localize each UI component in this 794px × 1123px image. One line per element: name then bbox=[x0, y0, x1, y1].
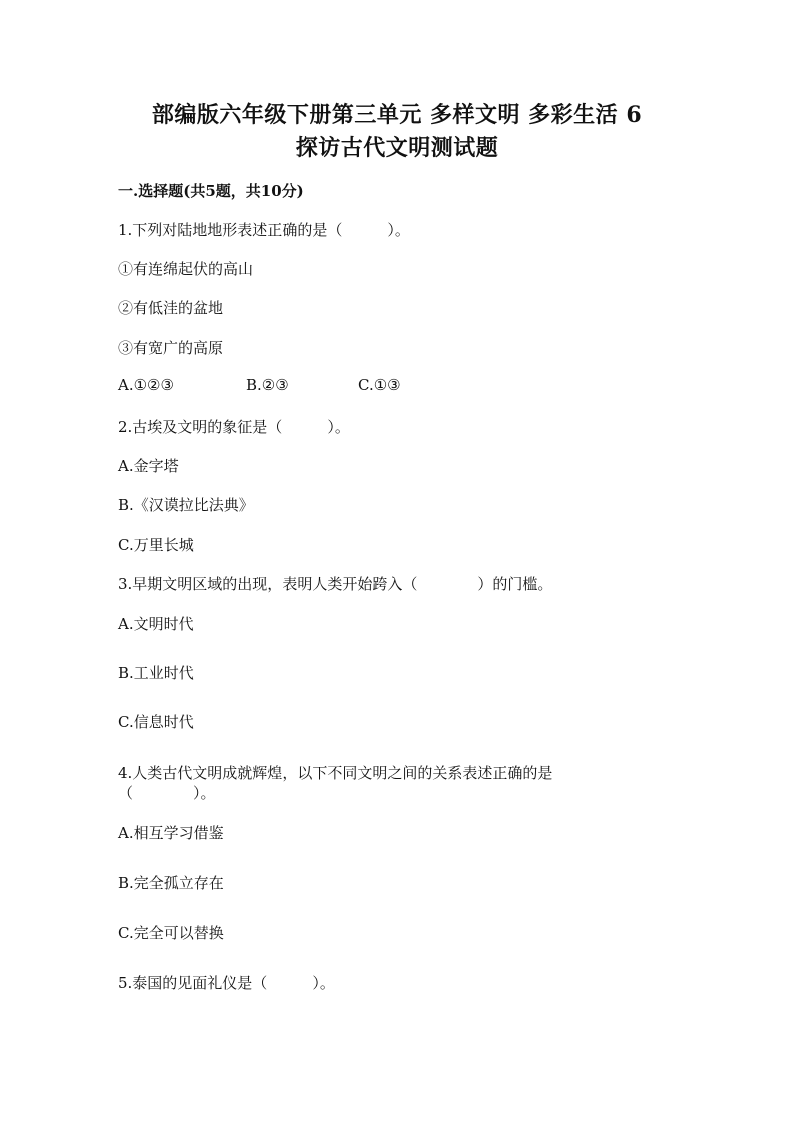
question-3-option-a[interactable]: A.文明时代 bbox=[118, 615, 194, 633]
question-2-option-a[interactable]: A.金字塔 bbox=[118, 457, 179, 475]
question-1-option-b[interactable]: B.②③ bbox=[246, 376, 289, 394]
page-title-line-2: 探访古代文明测试题 bbox=[295, 135, 499, 161]
question-4-stem: 4.人类古代文明成就辉煌，以下不同文明之间的关系表述正确的是 bbox=[118, 764, 553, 782]
question-3-option-c[interactable]: C.信息时代 bbox=[118, 713, 194, 731]
question-1-statement-2: ②有低洼的盆地 bbox=[118, 299, 224, 317]
section-heading: 一.选择题(共5题，共10分) bbox=[118, 182, 304, 200]
question-1-option-c[interactable]: C.①③ bbox=[358, 376, 401, 394]
question-1-statement-1: ①有连绵起伏的高山 bbox=[118, 260, 254, 278]
question-1-statement-3: ③有宽广的高原 bbox=[118, 339, 224, 357]
question-3-option-b[interactable]: B.工业时代 bbox=[118, 664, 194, 682]
question-2-option-b[interactable]: B.《汉谟拉比法典》 bbox=[118, 496, 254, 514]
question-1-option-a[interactable]: A.①②③ bbox=[118, 376, 174, 394]
question-4-stem-continued: （ ）。 bbox=[118, 784, 216, 802]
page-title-line-1: 部编版六年级下册第三单元 多样文明 多彩生活 6 bbox=[151, 102, 643, 128]
question-4-option-b[interactable]: B.完全孤立存在 bbox=[118, 874, 224, 892]
question-5-stem: 5.泰国的见面礼仪是（ ）。 bbox=[118, 974, 335, 992]
question-2-stem: 2.古埃及文明的象征是（ ）。 bbox=[118, 418, 350, 436]
question-4-option-c[interactable]: C.完全可以替换 bbox=[118, 924, 224, 942]
question-3-stem: 3.早期文明区域的出现，表明人类开始跨入（ ）的门槛。 bbox=[118, 575, 553, 593]
question-1-stem: 1.下列对陆地地形表述正确的是（ ）。 bbox=[118, 221, 410, 239]
question-4-option-a[interactable]: A.相互学习借鉴 bbox=[118, 824, 224, 842]
question-2-option-c[interactable]: C.万里长城 bbox=[118, 536, 194, 554]
